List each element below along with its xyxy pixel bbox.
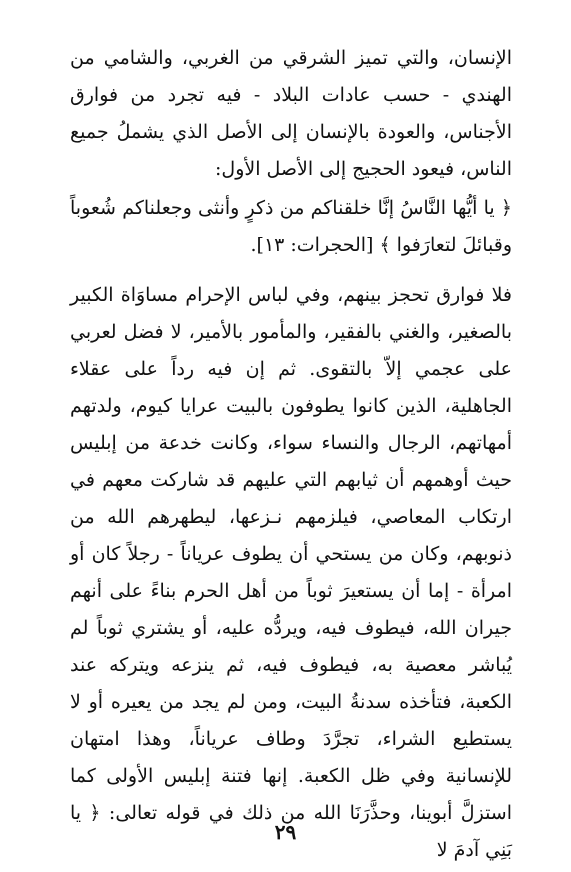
paragraph-intro: الإنسان، والتي تميز الشرقي من الغربي، والشامي من الهندي - حسب عادات البلاد - فيه تجرد من فوارق الأجناس، والعودة بالإنسان إلى الأصل الذي يشملُ جميع الناس، فيعود الحجيج إلى الأصل الأول: <box>70 47 512 180</box>
paragraph-ihram: فلا فوارق تحجز بينهم، وفي لباس الإحرام مساوَاة الكبير بالصغير، والغني بالفقير، والمأمور بالأمير، لا فضل لعربي على عجمي إلاّ بالتقوى. ثم إن فيه رداً على عقلاء الجاهلية، الذين كانوا يطوفون بالبيت عرايا كيوم، ولدتهم أمهاتهم، الرجال والنساء سواء، وكانت خدعة من إبليس حيث أوهمهم أن ثيابهم التي عليهم قد شاركت معهم في ارتكاب المعاصي، فيلزمهم نـزعها، ليطهرهم الله من ذنوبهم، وكان من يستحي أن يطوف عرياناً - رجلاً كان أو امرأة - إما أن يستعيرَ ثوباً من أهل الحرم بناءً على أنهم جيران الله، فيطوف فيه، ويردُّه عليه، أو يشتري ثوباً لم يُباشر معصية به، فيطوف فيه، ثم ينزعه ويتركه عند الكعبة، فتأخذه سدنةُ البيت، ومن لم يجد من يعيره أو لا يستطيع الشراء، تجرَّدَ وطاف عرياناً، وهذا امتهان للإنسانية وفي ظل الكعبة. إنها فتنة إبليس الأولى كما استزلَّ أبوينا، وحذَّرَنَا الله من ذلك في قوله تعالى: ﴿ يا بَنِي آدمَ لا <box>70 284 512 861</box>
page-number: ٢٩ <box>274 820 297 844</box>
quran-quote-hujurat: ﴿ يا أيُّها النَّاسُ إنَّا خلقناكم من ذكرٍ وأنثى وجعلناكم شُعوباً وقبائلَ لتعارَفوا ﴾ [الحجرات: ١٣]. <box>70 197 512 256</box>
